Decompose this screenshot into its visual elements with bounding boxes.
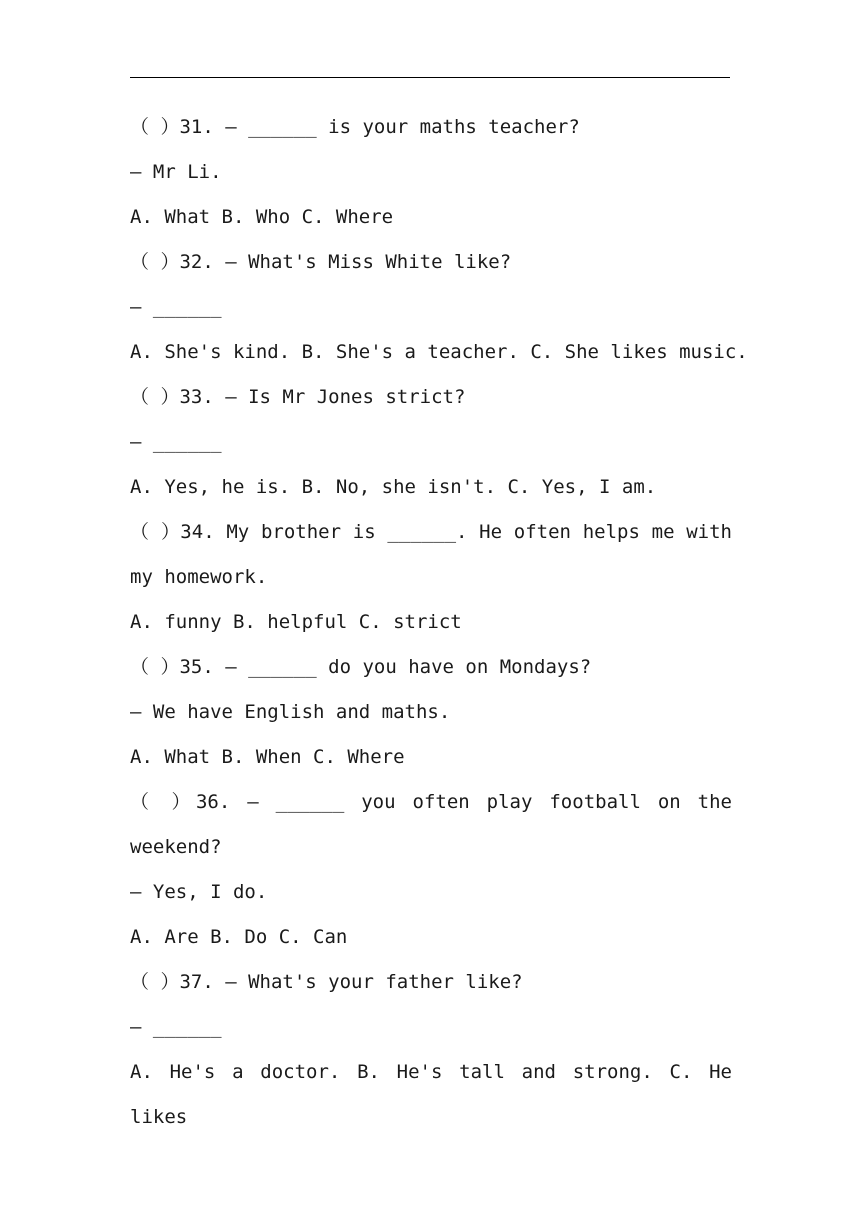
q31-options: A. What B. Who C. Where: [130, 206, 394, 228]
q35-options: A. What B. When C. Where: [130, 746, 405, 768]
q36-stem-line1: （ ）36. — ______ you often play football on the: [130, 791, 732, 813]
q32-stem: （ ）32. — What's Miss White like?: [130, 251, 512, 273]
question-text-block: [130, 105, 748, 1128]
q34-stem-line1: （ ）34. My brother is ______. He often helps me with: [130, 521, 732, 543]
q36-answer: — Yes, I do.: [130, 881, 268, 903]
q37-options: A. He's a doctor. B. He's tall and strong. C. He likes: [130, 1061, 732, 1128]
q37-answer-blank: — ______: [130, 1016, 222, 1038]
q34-options: A. funny B. helpful C. strict: [130, 611, 462, 633]
q32-answer-blank: — ______: [130, 296, 222, 318]
q37-stem: （ ）37. — What's your father like?: [130, 971, 523, 993]
q33-answer-blank: — ______: [130, 431, 222, 453]
q31-stem: （ ）31. — ______ is your maths teacher?: [130, 116, 580, 138]
q35-stem: （ ）35. — ______ do you have on Mondays?: [130, 656, 592, 678]
q32-options: A. She's kind. B. She's a teacher. C. She likes music.: [130, 341, 748, 363]
header-rule: [130, 77, 730, 78]
q31-answer: — Mr Li.: [130, 161, 222, 183]
q33-options: A. Yes, he is. B. No, she isn't. C. Yes, I am.: [130, 476, 657, 498]
q34-stem-line2: my homework.: [130, 566, 268, 588]
q36-stem-line2: weekend?: [130, 836, 222, 858]
q36-options: A. Are B. Do C. Can: [130, 926, 348, 948]
q33-stem: （ ）33. — Is Mr Jones strict?: [130, 386, 466, 408]
q35-answer: — We have English and maths.: [130, 701, 451, 723]
